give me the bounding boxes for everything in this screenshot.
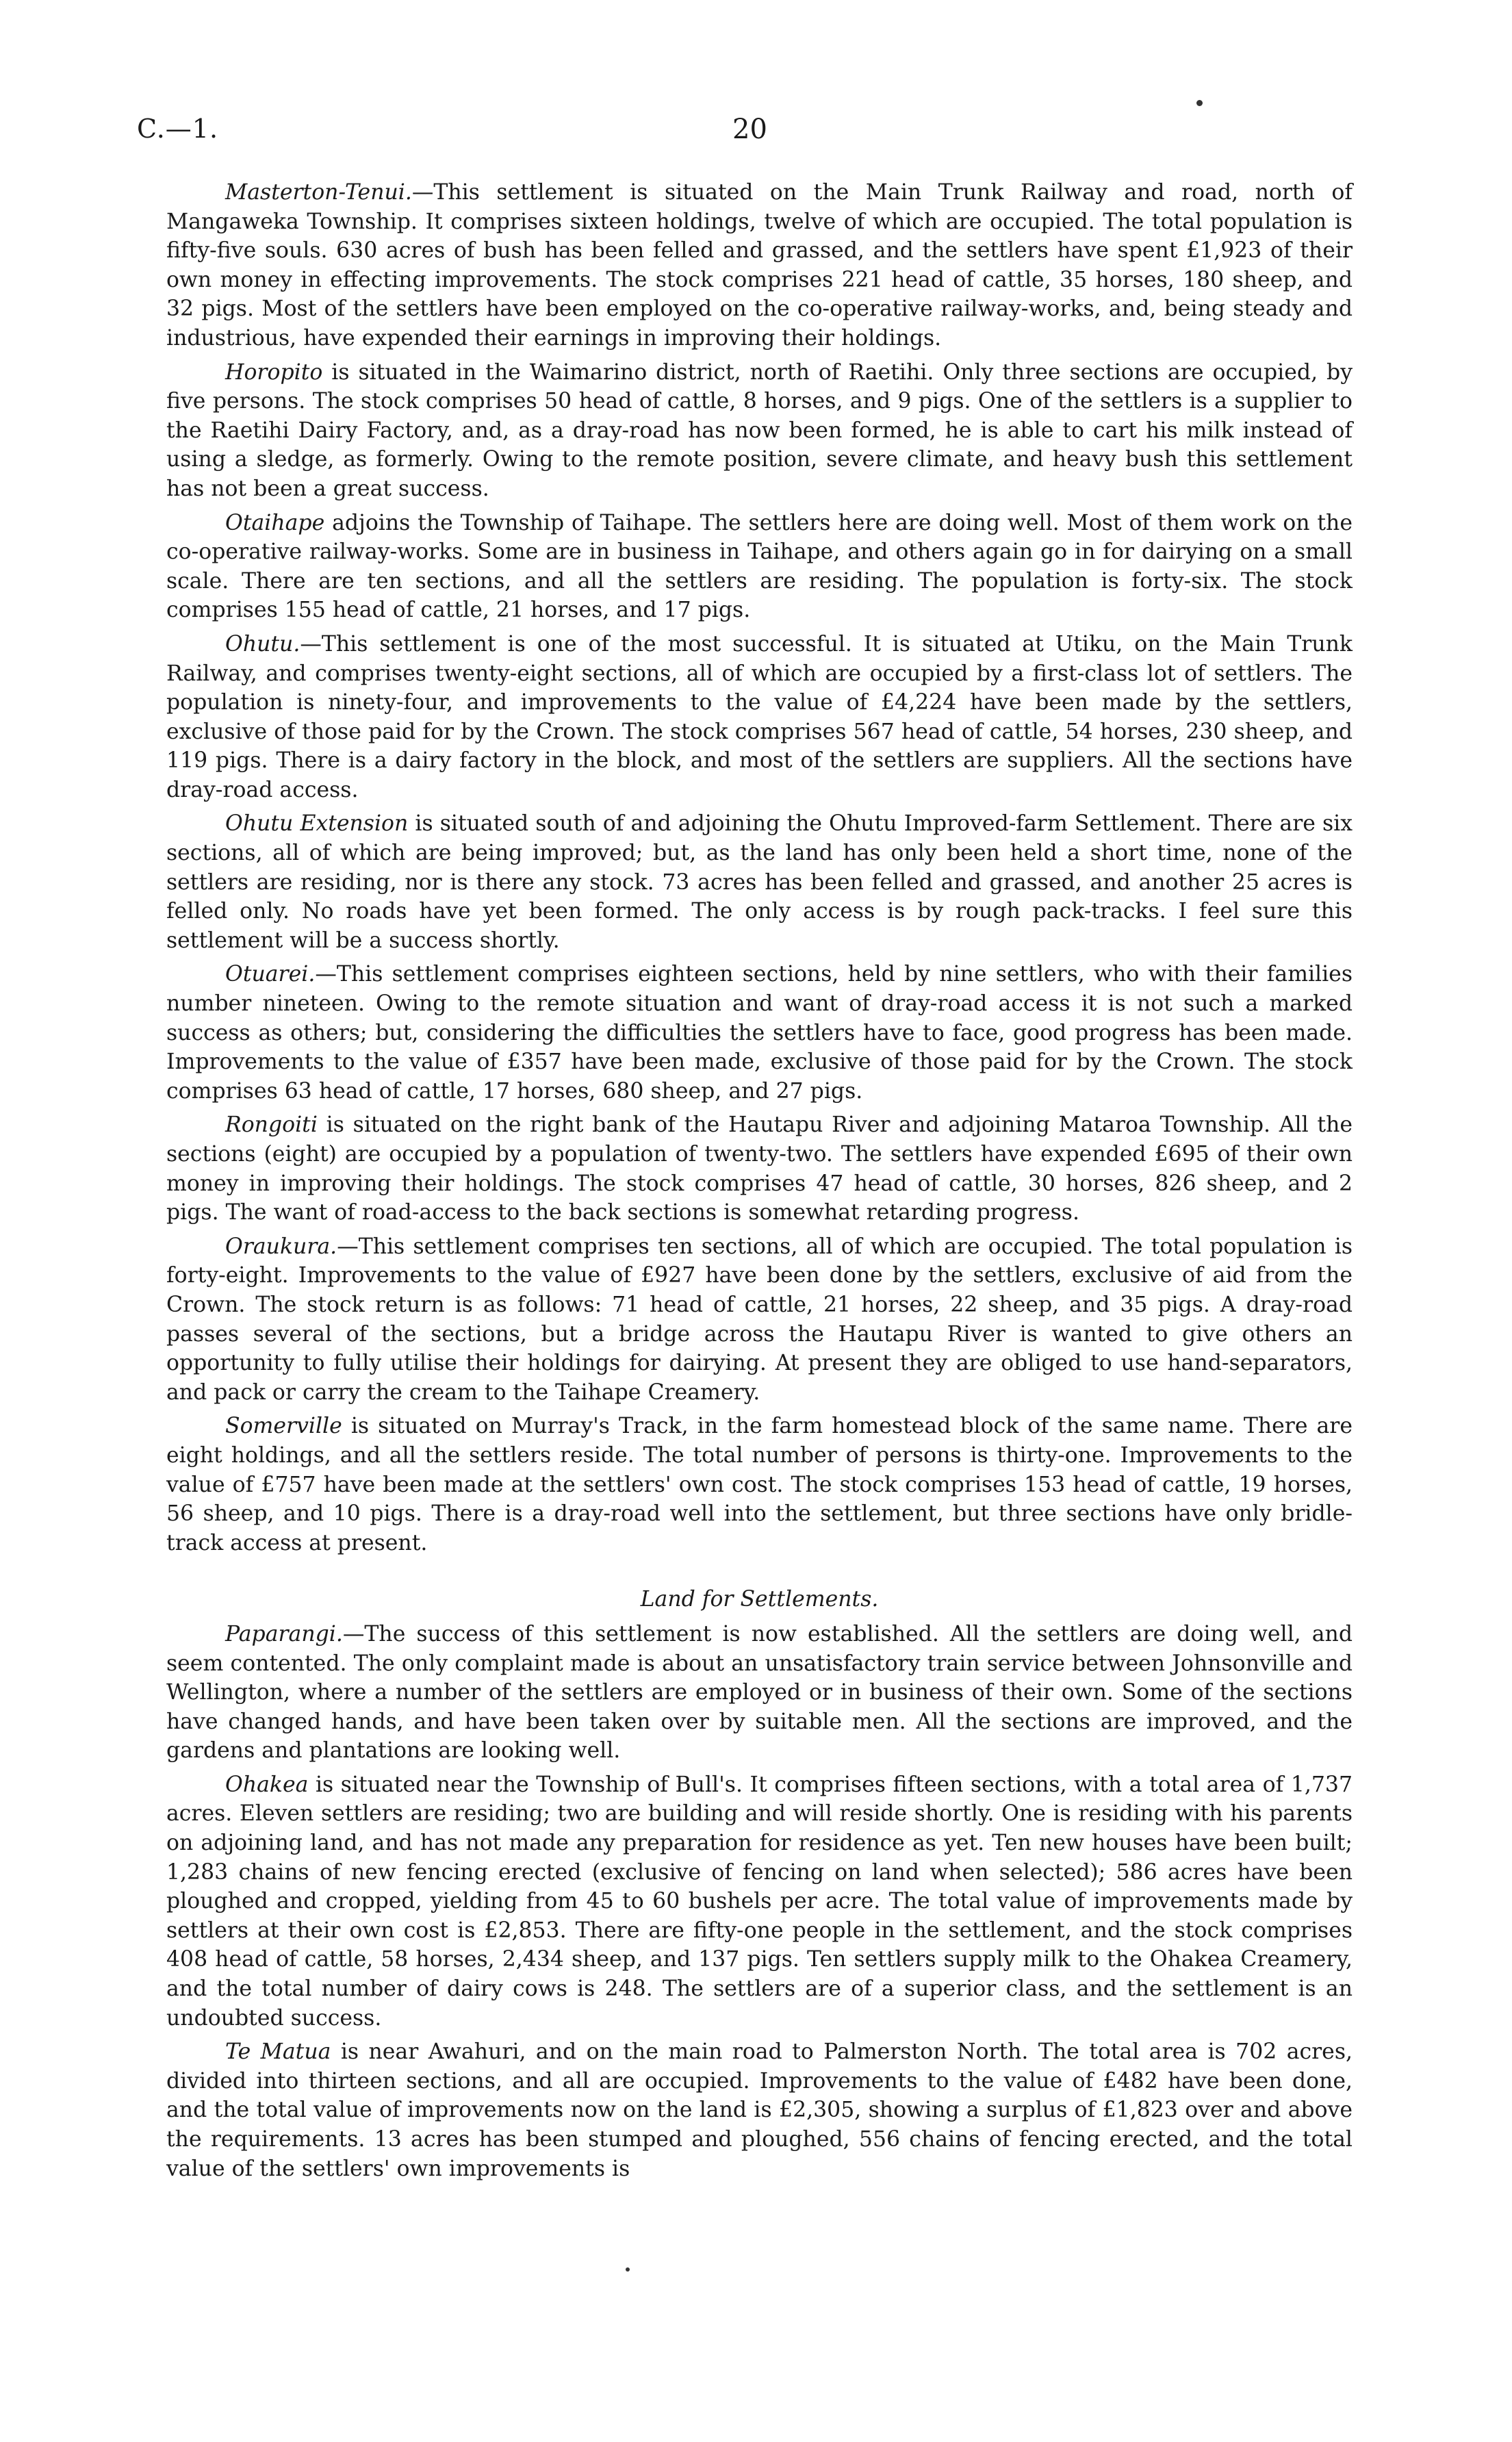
paragraph-text: is situated on Murray's Track, in the farm homestead block of the same name. There are eight holdings, and all the settlers reside. The total number of persons is thirty-one. Improvements to the value of £757 have been made at the settlers' own cost. The stock comprises 153 head of cattle, 19 horses, 56 sheep, and 10 pigs. There is a dray-road well into the settlement, but three sections have only bridle-track access at present. (166, 1414, 1353, 1555)
paragraph-otaihape (166, 509, 1353, 625)
decorative-dot (1196, 100, 1203, 106)
settlement-name: Otuarei. (225, 962, 316, 987)
decorative-dot (626, 2267, 630, 2272)
settlement-name: Ohakea (225, 1772, 309, 1797)
paragraph-ohutu-extension (166, 809, 1353, 955)
paragraph-paparangi (166, 1620, 1353, 1766)
paragraph-text: —This settlement comprises eighteen sections, held by nine settlers, who with their families number nineteen. Owing to the remote situation and want of dray-road access it is not such a marked success as others; but, considering the difficulties the settlers have to face, good progress has been made. Improvements to the value of £357 have been made, exclusive of those paid for by the Crown. The stock comprises 63 head of cattle, 17 horses, 680 sheep, and 27 pigs. (166, 962, 1353, 1104)
settlement-name: Paparangi. (225, 1621, 343, 1646)
body-text (166, 178, 1353, 2188)
settlement-name: Ohutu Extension (225, 811, 409, 837)
paragraph-text: is situated south of and adjoining the Ohutu Improved-farm Settlement. There are six sections, all of which are being improved; but, as the land has only been held a short time, none of the settlers are residing, nor is there any stock. 73 acres has been felled and grassed, and another 25 acres is felled only. No roads have yet been formed. The only access is by rough pack-tracks. I feel sure this settlement will be a success shortly. (166, 811, 1353, 953)
paragraph-horopito (166, 358, 1353, 504)
settlement-name: Otaihape (225, 510, 325, 535)
paragraph-somerville (166, 1412, 1353, 1557)
paragraph-text: is situated near the Township of Bull's. It comprises fifteen sections, with a total area of 1,737 acres. Eleven settlers are residing; two are building and will reside shortly. One is residing with his parents on adjoining land, and has not made any preparation for residence as yet. Ten new houses have been built; 1,283 chains of new fencing erected (exclusive of fencing on land when selected); 586 acres have been ploughed and cropped, yielding from 45 to 60 bushels per acre. The total value of improvements made by settlers at their own cost is £2,853. There are fifty-one people in the settlement, and the stock comprises 408 head of cattle, 58 horses, 2,434 sheep, and 137 pigs. Ten settlers supply milk to the Ohakea Creamery, and the total number of dairy cows is 248. The settlers are of a superior class, and the settlement is an undoubted success. (166, 1772, 1353, 2031)
paragraph-text: —This settlement is situated on the Main Trunk Railway and road, north of Mangaweka Township. It comprises sixteen holdings, twelve of which are occupied. The total population is fifty-five souls. 630 acres of bush has been felled and grassed, and the settlers have spent £1,923 of their own money in effecting improvements. The stock comprises 221 head of cattle, 35 horses, 180 sheep, and 32 pigs. Most of the settlers have been employed on the co-operative railway-works, and, being steady and industrious, have expended their earnings in improving their holdings. (166, 180, 1353, 351)
paragraph-oraukura (166, 1232, 1353, 1408)
settlement-name: Masterton-Tenui. (225, 180, 412, 205)
paragraph-text: is situated on the right bank of the Hautapu River and adjoining Mataroa Township. All the sections (eight) are occupied by a population of twenty-two. The settlers have expended £695 of their own money in improving their holdings. The stock comprises 47 head of cattle, 30 horses, 826 sheep, and 2 pigs. The want of road-access to the back sections is somewhat retarding progress. (166, 1112, 1353, 1225)
paragraph-text: is near Awahuri, and on the main road to Palmerston North. The total area is 702 acres, divided into thirteen sections, and all are occupied. Improvements to the value of £482 have been done, and the total value of improvements now on the land is £2,305, showing a surplus of £1,823 over and above the requirements. 13 acres has been stumped and ploughed, 556 chains of fencing erected, and the total value of the settlers' own improvements is (166, 2039, 1353, 2181)
page-number: 20 (732, 114, 767, 145)
paragraph-rongoiti (166, 1110, 1353, 1227)
settlement-name: Ohutu. (225, 631, 300, 657)
paragraph-text: —This settlement comprises ten sections, all of which are occupied. The total population is forty-eight. Improvements to the value of £927 have been done by the settlers, exclusive of aid from the Crown. The stock return is as follows: 71 head of cattle, 21 horses, 22 sheep, and 35 pigs. A dray-road passes several of the sections, but a bridge across the Hautapu River is wanted to give others an opportunity to fully utilise their holdings for dairying. At present they are obliged to use hand-separators, and pack or carry the cream to the Taihape Creamery. (166, 1234, 1353, 1405)
paragraph-masterton-tenui (166, 178, 1353, 353)
settlement-name: Rongoiti (225, 1112, 318, 1138)
report-reference: C.—1. (137, 114, 219, 144)
paragraph-ohakea (166, 1770, 1353, 2033)
settlement-name: Oraukura. (225, 1234, 337, 1259)
paragraph-text: —This settlement is one of the most successful. It is situated at Utiku, on the Main Trunk Railway, and comprises twenty-eight sections, all of which are occupied by a first-class lot of settlers. The population is ninety-four, and improvements to the value of £4,224 have been made by the settlers, exclusive of those paid for by the Crown. The stock comprises 567 head of cattle, 54 horses, 230 sheep, and 119 pigs. There is a dairy factory in the block, and most of the settlers are suppliers. All the sections have dray-road access. (166, 631, 1353, 802)
settlement-name: Somerville (225, 1414, 342, 1439)
settlement-name: Te Matua (225, 2039, 331, 2065)
paragraph-te-matua (166, 2037, 1353, 2183)
section-heading: Land for Settlements. (640, 1587, 879, 1612)
paragraph-text: adjoins the Township of Taihape. The settlers here are doing well. Most of them work on the co-operative railway-works. Some are in business in Taihape, and others again go in for dairying on a small scale. There are ten sections, and all the settlers are residing. The population is forty-six. The stock comprises 155 head of cattle, 21 horses, and 17 pigs. (166, 510, 1353, 623)
paragraph-text: —The success of this settlement is now established. All the settlers are doing well, and seem contented. The only complaint made is about an unsatisfactory train service between Johnsonville and Wellington, where a number of the settlers are employed or in business of their own. Some of the sections have changed hands, and have been taken over by suitable men. All the sections are improved, and the gardens and plantations are looking well. (166, 1621, 1353, 1764)
settlement-name: Horopito (225, 359, 323, 385)
paragraph-text: is situated in the Waimarino district, north of Raetihi. Only three sections are occupied, by five persons. The stock comprises 50 head of cattle, 8 horses, and 9 pigs. One of the settlers is a supplier to the Raetihi Dairy Factory, and, as a dray-road has now been formed, he is able to cart his milk instead of using a sledge, as formerly. Owing to the remote position, severe climate, and heavy bush this settlement has not been a great success. (166, 359, 1353, 501)
paragraph-ohutu (166, 630, 1353, 805)
paragraph-otuarei (166, 960, 1353, 1106)
